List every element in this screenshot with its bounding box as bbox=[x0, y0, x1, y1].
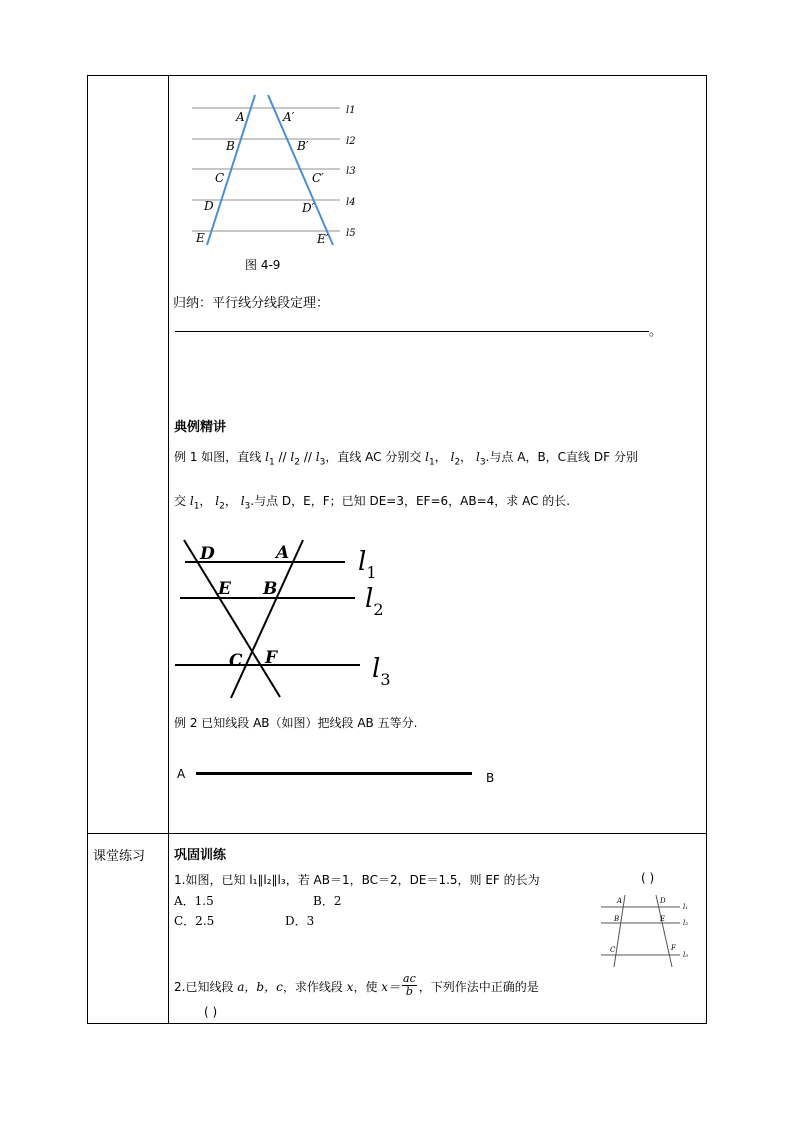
var-l: l bbox=[240, 494, 245, 508]
question2-mid2: ，使 bbox=[353, 980, 382, 994]
parallel-symbol: // bbox=[278, 450, 287, 464]
example1-line2 bbox=[174, 492, 570, 511]
fig49-label-right: C′ bbox=[312, 171, 324, 185]
question2-tail: ，下列作法中正确的是 bbox=[418, 980, 539, 994]
q1-point-c: C bbox=[610, 946, 616, 954]
question2-vars: a，b，c bbox=[237, 980, 283, 994]
q1-transversal-left bbox=[614, 895, 625, 967]
var-l: l bbox=[189, 494, 194, 508]
q1-transversal-right bbox=[656, 895, 672, 967]
question2-text bbox=[174, 972, 539, 1000]
fig49-line-label: l5 bbox=[346, 228, 356, 239]
practice-heading: 巩固训练 bbox=[174, 848, 227, 863]
q1-point-d: D bbox=[660, 897, 666, 905]
transversal-df bbox=[184, 540, 280, 697]
q1-label-l3: l₃ bbox=[683, 951, 689, 959]
point-d: D bbox=[200, 544, 215, 564]
fig49-caption: 图 4-9 bbox=[245, 258, 281, 272]
fig49-label-left: D bbox=[204, 199, 214, 213]
option-a: A．1.5 bbox=[174, 894, 214, 908]
question1-figure bbox=[598, 890, 698, 970]
parallel-lines bbox=[192, 108, 340, 231]
separator: ， bbox=[224, 494, 237, 508]
question2-prefix: 2.已知线段 bbox=[174, 980, 238, 994]
question2-eq: x＝ bbox=[381, 980, 401, 994]
fraction-denominator: b bbox=[405, 985, 413, 998]
examples-heading: 典例精讲 bbox=[174, 420, 227, 435]
segment-ab bbox=[196, 772, 472, 775]
var-l: l bbox=[265, 450, 269, 464]
label-l1: $l_1$ bbox=[358, 547, 377, 582]
period: . bbox=[250, 494, 255, 508]
point-c: C bbox=[229, 651, 243, 671]
fig49-label-right: D′ bbox=[302, 201, 315, 215]
q1-label-l1: l₁ bbox=[683, 903, 689, 911]
q1-point-e: E bbox=[660, 915, 666, 923]
subscript: 2 bbox=[454, 457, 461, 468]
question2-mid: ，求作线段 bbox=[282, 980, 347, 994]
fig49-line-label: l1 bbox=[346, 105, 356, 116]
example1-line2-prefix: 交 bbox=[174, 494, 187, 508]
subscript: 3 bbox=[319, 457, 326, 468]
subscript: 3 bbox=[479, 457, 486, 468]
summary-blank bbox=[175, 331, 649, 332]
fig49-line-label: l2 bbox=[346, 136, 356, 147]
fig49-label-left: E bbox=[196, 231, 205, 245]
example1-prefix: 例 1 如图，直线 bbox=[174, 450, 262, 464]
question2-answer-paren: ( ) bbox=[204, 1005, 218, 1019]
q1-point-f: F bbox=[671, 944, 676, 952]
point-e: E bbox=[218, 579, 231, 599]
question1-answer-paren: ( ) bbox=[641, 871, 655, 885]
fig49-label-left: A bbox=[236, 110, 245, 124]
summary-label: 归纳：平行线分线段定理： bbox=[173, 296, 330, 311]
fig49-line-label: l4 bbox=[346, 197, 356, 208]
subscript: 2 bbox=[219, 501, 225, 512]
point-b: B bbox=[263, 579, 278, 599]
segment-label-a: A bbox=[177, 767, 186, 781]
point-a: A bbox=[276, 543, 290, 563]
q1-point-b: B bbox=[614, 915, 620, 923]
fig49-line-label: l3 bbox=[346, 166, 356, 177]
point-f: F bbox=[265, 648, 278, 668]
fraction bbox=[402, 973, 417, 998]
fraction-numerator: ac bbox=[403, 972, 416, 985]
period: . bbox=[485, 450, 490, 464]
var-l: l bbox=[290, 450, 295, 464]
option-c: C．2.5 bbox=[174, 914, 215, 928]
example1-figure bbox=[170, 535, 400, 705]
q1-point-a: A bbox=[617, 897, 623, 905]
subscript: 1 bbox=[429, 457, 435, 468]
fig49-label-right: B′ bbox=[297, 139, 309, 153]
option-d: D．3 bbox=[285, 914, 315, 928]
example2-text: 例 2 已知线段 AB（如图）把线段 AB 五等分. bbox=[174, 716, 418, 730]
fig49-label-left: B bbox=[226, 139, 235, 153]
column-divider bbox=[168, 76, 169, 1023]
label-l2: $l_2$ bbox=[365, 584, 384, 619]
subscript: 1 bbox=[193, 501, 200, 512]
fig49-label-right: A′ bbox=[283, 110, 295, 124]
example1-tail: 与点 A，B，C直线 DF 分别 bbox=[489, 450, 638, 464]
separator: ， bbox=[460, 450, 473, 464]
row-divider bbox=[88, 833, 706, 834]
fig49-label-right: E′ bbox=[317, 232, 329, 246]
segment-label-b: B bbox=[486, 771, 495, 785]
option-b: B．2 bbox=[313, 894, 342, 908]
summary-end-mark: 。 bbox=[649, 324, 663, 339]
example1-line2-tail: 与点 D，E，F；已知 DE=3，EF=6，AB=4，求 AC 的长. bbox=[254, 494, 571, 508]
question2-x: x bbox=[346, 980, 354, 994]
q1-label-l2: l₂ bbox=[683, 919, 689, 927]
question1-text: 1.如图，已知 l₁∥l₂∥l₃，若 AB＝1，BC＝2，DE＝1.5，则 EF 的长为 bbox=[174, 873, 540, 887]
separator: ， bbox=[199, 494, 212, 508]
var-l: l bbox=[476, 450, 480, 464]
separator: ， bbox=[434, 450, 447, 464]
label-l3: $l_3$ bbox=[372, 654, 391, 689]
example1-mid: ，直线 AC 分别交 bbox=[325, 450, 422, 464]
subscript: 1 bbox=[268, 457, 275, 468]
subscript: 2 bbox=[294, 457, 300, 468]
parallel-symbol: // bbox=[303, 450, 312, 464]
var-l: l bbox=[425, 450, 430, 464]
var-l: l bbox=[450, 450, 455, 464]
example1-line1 bbox=[174, 448, 638, 467]
var-l: l bbox=[215, 494, 220, 508]
figure-4-9 bbox=[180, 90, 370, 280]
fig49-label-left: C bbox=[215, 171, 225, 185]
subscript: 3 bbox=[244, 501, 251, 512]
var-l: l bbox=[315, 450, 320, 464]
practice-row-label: 课堂练习 bbox=[93, 849, 146, 864]
